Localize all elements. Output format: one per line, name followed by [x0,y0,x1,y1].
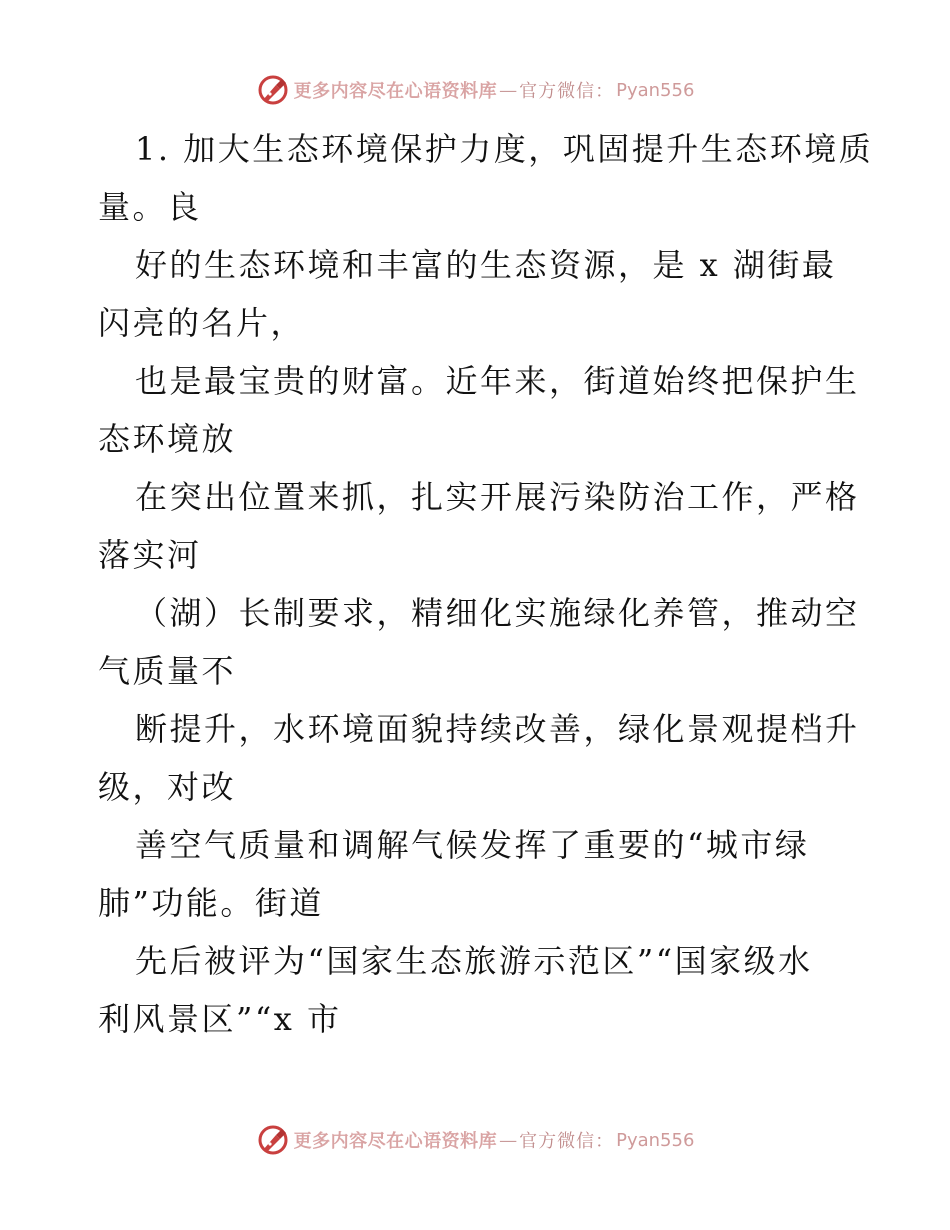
banner-site-name: 更多内容尽在心语资料库 [293,81,498,102]
text-line: 在突出位置来抓，扎实开展污染防治工作，严格 [135,478,860,516]
footer-banner [0,1120,950,1160]
text-line: 肺”功能。街道 [98,884,324,922]
pen-logo-icon [256,1123,290,1157]
text-line: 1. 加大生态环境保护力度，巩固提升生态环境质 [135,130,874,168]
text-line: 量。良 [98,188,202,226]
text-line: 好的生态环境和丰富的生态资源，是 x 湖街最 [135,246,837,284]
banner-site-name: 更多内容尽在心语资料库 [293,1131,498,1152]
text-line: 利风景区”“x 市 [98,1000,342,1038]
banner-wechat-label: 官方微信： [519,1131,615,1152]
banner-wechat-id: Pyan556 [616,79,695,101]
text-line: 善空气质量和调解气候发挥了重要的“城市绿 [135,826,810,864]
text-line: 先后被评为“国家生态旅游示范区”“国家级水 [135,942,813,980]
pen-logo-icon [256,73,290,107]
text-line: 态环境放 [98,420,237,458]
banner-separator: — [499,79,518,101]
document-body [98,120,874,1048]
text-line: 落实河 [98,536,202,574]
text-line: 级，对改 [98,768,237,806]
text-line: 断提升，水环境面貌持续改善，绿化景观提档升 [135,710,860,748]
text-line: 闪亮的名片， [98,304,306,342]
text-line: 也是最宝贵的财富。近年来，街道始终把保护生 [135,362,860,400]
banner-separator: — [499,1129,518,1151]
text-line: （湖）长制要求，精细化实施绿化养管，推动空 [135,594,860,632]
text-line: 气质量不 [98,652,237,690]
banner-wechat-label: 官方微信： [519,81,615,102]
banner-wechat-id: Pyan556 [616,1129,695,1151]
header-banner [0,70,950,110]
